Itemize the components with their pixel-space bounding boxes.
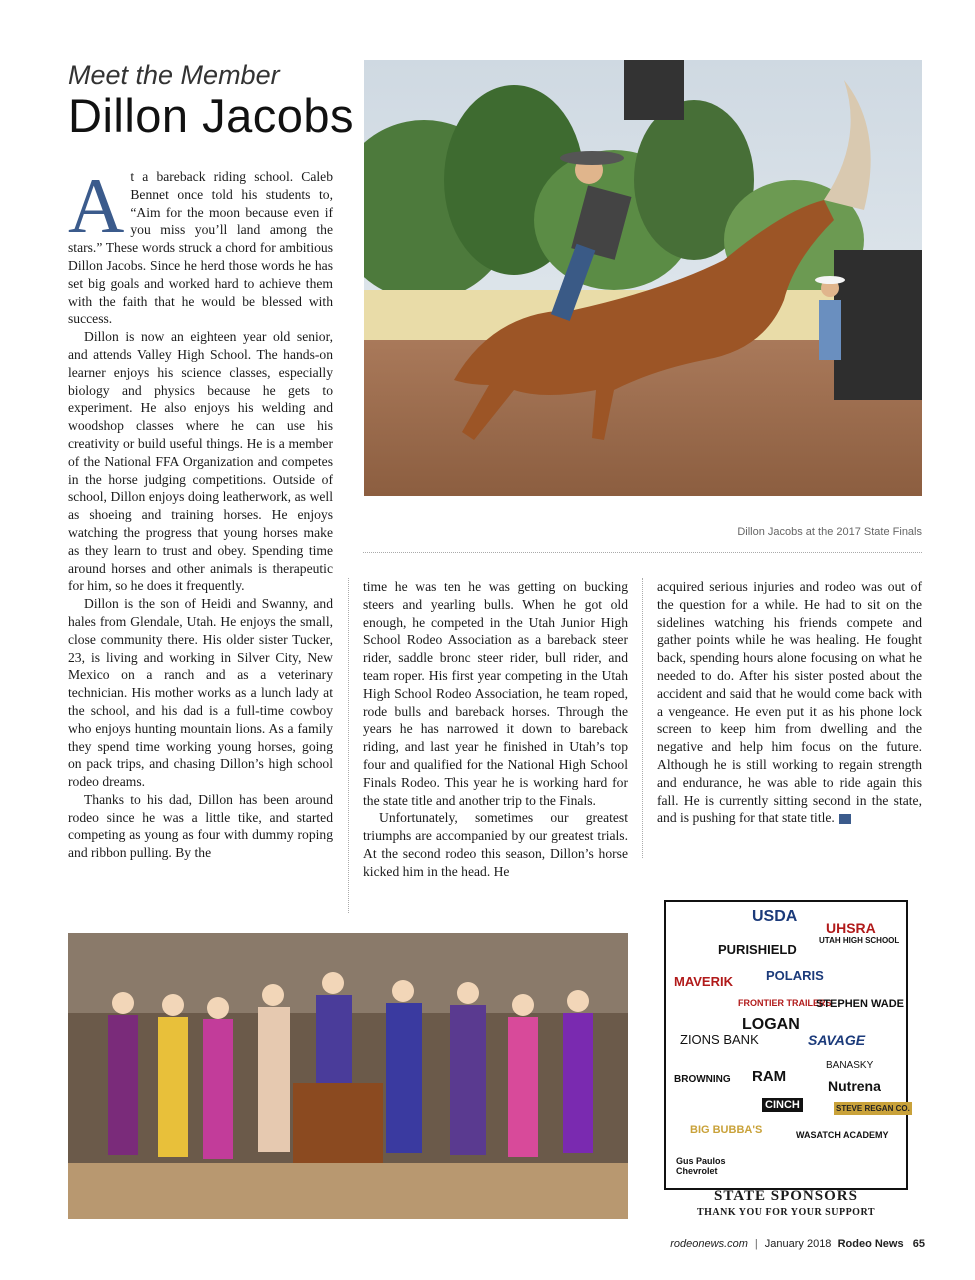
article-column-3 (657, 578, 922, 827)
sponsor-logo: STEVE REGAN CO. (836, 1104, 910, 1113)
sponsors-box (664, 900, 908, 1190)
sponsor-logo: BANASKY (826, 1060, 874, 1071)
drop-cap: A (68, 162, 125, 249)
sponsor-logo: POLARIS (766, 968, 824, 983)
sponsors-subtitle: THANK YOU FOR YOUR SUPPORT (696, 1207, 876, 1218)
sponsor-logo: LOGAN (742, 1016, 800, 1033)
sponsor-logo: UHSRA (826, 920, 876, 936)
sponsor-logo: WASATCH ACADEMY (796, 1130, 889, 1140)
sponsor-logo: PURISHIELD (718, 942, 797, 957)
article-column-1 (68, 162, 333, 862)
award-group-photo (68, 933, 628, 1219)
bareback-riding-illustration (364, 60, 922, 496)
section-divider (363, 552, 922, 553)
article-paragraph: time he was ten he was getting on bucking steers and yearling bulls. When he got old enough, he competed in the Utah Junior High School Rodeo Association as a bareback steer rider, saddle bronc steer rider, bull rider, and team roper. His first year competing in the Utah High School Rodeo Association, he team roped, rode bulls and bareback horses. Through the years he has narrowed it down to bareback riding, and last year he finished in Utah’s top four and qualified for the National High School Finals Rodeo. This year he is working hard for the state title and another trip to the Finals. (363, 579, 628, 808)
sponsor-logo: FRONTIER TRAILERS (738, 998, 832, 1008)
article-kicker: Meet the Member (68, 60, 280, 90)
footer-site: rodeonews.com (670, 1238, 748, 1250)
sponsors-title: STATE SPONSORS (714, 1188, 858, 1204)
sponsor-logo: Gus Paulos Chevrolet (676, 1156, 726, 1176)
article-paragraph: Dillon is the son of Heidi and Swanny, and hales from Glendale, Utah. He enjoys the small, close community there. His older sister Tucker, 23, is living and working in Silver City, New Mexico on a ranch and as a veterinary technician. His mother works as a lunch lady at the school, and his dad is a full-time cowboy who enjoys hunting mountain lions. As a family they spend time working young horses, going on pack trips, and chasing Dillon’s high school rodeo dreams. (68, 596, 333, 790)
article-paragraph: Unfortunately, sometimes our greatest triumphs are accompanied by our greatest trials. At the second rodeo this season, Dillon’s horse kicked him in the head. He (363, 810, 628, 879)
award-group-illustration (68, 933, 628, 1219)
article-paragraph: acquired serious injuries and rodeo was out of the question for a while. He had to sit on the sidelines watching his friends compete and gather points while he was healing. He fought back, spending hours alone focusing on what he needed to do. After his sister posted about the accident and said that he would come back with a vengeance. He even put it as his phone lock screen to keep him from dwelling and the negative and help him focus on the future. Although he is still working to regain strength and endurance, he was able to ride again this fall. He is currently sitting second in the state, and is pushing for that state title. (657, 579, 922, 826)
article-column-2 (363, 578, 628, 881)
sponsor-logo: MAVERIK (674, 974, 733, 989)
sponsor-logo: ZIONS BANK (680, 1032, 759, 1047)
sponsor-logo: Nutrena (828, 1078, 881, 1094)
sponsor-logo: STEPHEN WADE (816, 998, 905, 1010)
footer-separator: | (754, 1238, 758, 1250)
photo-caption: Dillon Jacobs at the 2017 State Finals (737, 526, 922, 538)
sponsor-logo: RAM (752, 1068, 787, 1085)
end-mark-icon (839, 814, 851, 824)
bareback-riding-photo (364, 60, 922, 496)
sponsor-logo: BIG BUBBA'S (690, 1124, 763, 1136)
page-footer (670, 1238, 925, 1250)
page-number: 65 (912, 1238, 925, 1250)
sponsor-logo: CINCH (762, 1098, 803, 1112)
column-divider-2 (642, 578, 643, 858)
article-paragraph: At a bareback riding school. Caleb Bennet once told his students to, “Aim for the moon because even if you miss you’ll land among the stars.” These words struck a chord for ambitious Dillon Jacobs. Since he herd those words he has set big goals and worked hard to achieve them with the faith that he would be blessed with success. (68, 162, 333, 327)
footer-magazine: Rodeo News (837, 1238, 904, 1250)
sponsor-logo: SAVAGE (808, 1032, 866, 1048)
sponsor-logo: BROWNING (674, 1074, 731, 1085)
article-headline: Dillon Jacobs (68, 89, 355, 142)
sponsor-logo: USDA (752, 908, 798, 925)
article-paragraph: Thanks to his dad, Dillon has been around rodeo since he was a little tike, and started competing as young as four with dummy roping and ribbon pulling. By the (68, 791, 333, 861)
article-paragraph: Dillon is now an eighteen year old senior, and attends Valley High School. The hands-on learner enjoys his science classes, especially biology and physics because he gets to experiment. He also enjoys his welding and woodshop classes where he can use his creativity or build useful things. He is a member of the National FFA Organization and competes in the horse judging competitions. Outside of school, Dillon enjoys doing leatherwork, as well as shoeing and training horses. He enjoys watching the progress that young horses make as they learn to trust and obey. Spending time around horses and other animals is therapeutic for him, so he does it frequently. (68, 329, 333, 594)
footer-issue: January 2018 (764, 1238, 832, 1250)
column-divider-1 (348, 578, 349, 913)
sponsor-logo: UTAH HIGH SCHOOL (819, 936, 900, 945)
